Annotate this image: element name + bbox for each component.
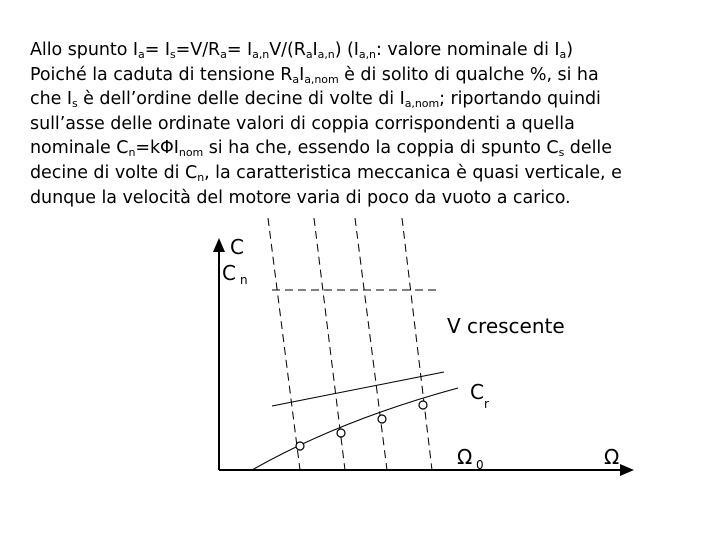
characteristic-line-1 [268, 218, 300, 470]
operating-point [378, 415, 386, 423]
text-line-3: che $I_s$ è dell’ordine delle decine di volte di $I_{a,nom}$; riportando quindi [30, 89, 601, 111]
no-load-speed-label: Ω [457, 445, 473, 469]
text-line-2: Poiché la caduta di tensione $R_aI_{a,nom}$ è di solito di qualche %, si ha [30, 64, 599, 86]
v-increasing-label: V crescente [447, 314, 565, 338]
text-line-1: Allo spunto $I_a= I_s=V/R_a= I_{a,n}V/(R_aI_{a,n})$ ($I_{a,n}$: valore nominale di $I_a$) [30, 40, 574, 61]
text-line-6: decine di volte di $C_n$, la caratteristica meccanica è quasi verticale, e [30, 162, 622, 184]
load-torque-label-sub: r [484, 397, 489, 411]
text-line-7: dunque la velocità del motore varia di poco da vuoto a carico. [30, 187, 571, 208]
load-torque-label: C [470, 380, 484, 404]
characteristic-line-3 [355, 218, 387, 470]
operating-point [296, 442, 304, 450]
y-axis-arrow-icon [213, 238, 225, 252]
operating-point [337, 429, 345, 437]
text-line-5: nominale $C_n=k\Phi I_{nom}$ si ha che, essendo la coppia di spunto $C_s$ delle [30, 138, 612, 160]
speed-axis-label: Ω [604, 445, 620, 469]
x-axis-arrow-icon [620, 464, 634, 476]
text-line-4: sull’asse delle ordinate valori di coppia corrispondenti a quella [30, 113, 575, 134]
characteristic-line-4 [402, 218, 432, 470]
no-load-speed-label-sub: 0 [476, 458, 484, 472]
y-axis-label-c: C [230, 235, 244, 259]
y-axis-label-cn: C [222, 261, 236, 285]
y-axis-label-cn-sub: n [240, 273, 248, 287]
operating-point [419, 401, 427, 409]
reference-line [272, 372, 444, 406]
